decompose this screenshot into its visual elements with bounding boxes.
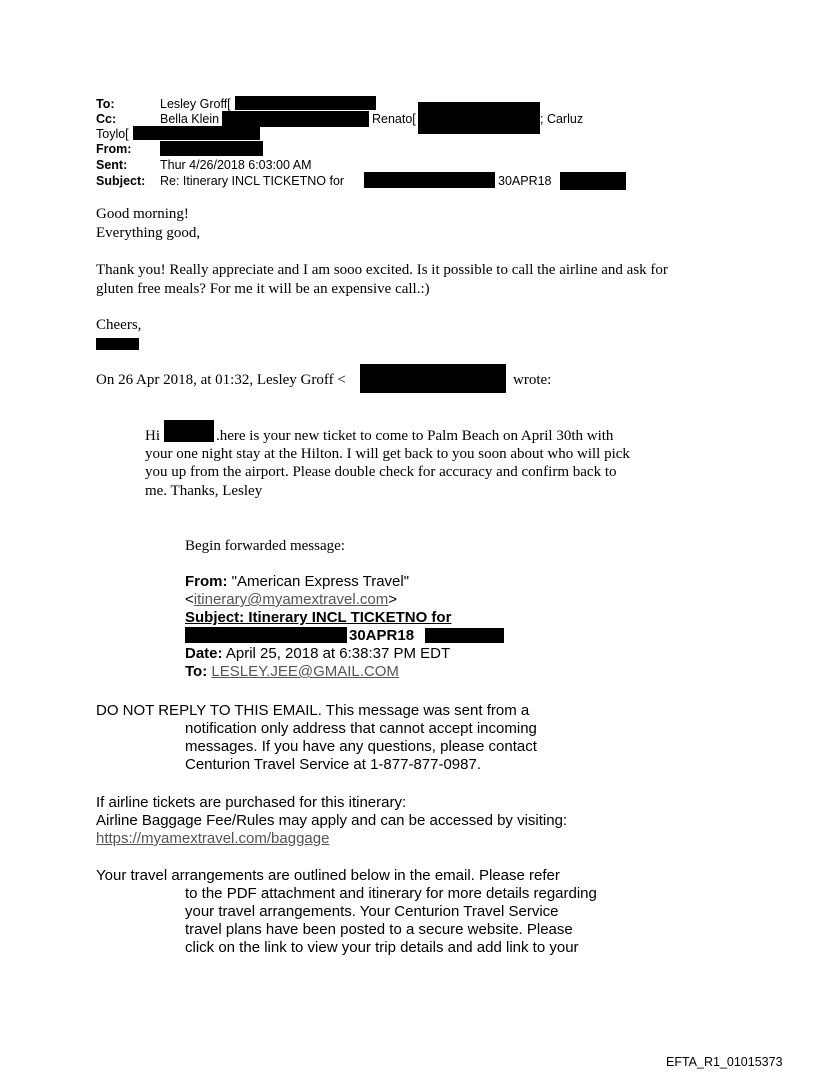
redaction xyxy=(164,420,214,442)
sent-label: Sent: xyxy=(96,158,128,172)
to-value: Lesley Groff[ xyxy=(160,97,231,111)
quoted-line: me. Thanks, Lesley xyxy=(145,483,263,499)
forward-date: Date: April 25, 2018 at 6:38:37 PM EDT xyxy=(185,645,451,662)
cc-value-4: Toylo[ xyxy=(96,127,129,141)
forward-subject-date: 30APR18 xyxy=(349,627,415,644)
subject-value-2: 30APR18 xyxy=(498,174,552,188)
redaction xyxy=(360,364,506,393)
quote-intro-suffix: wrote: xyxy=(513,372,552,388)
from-label: From: xyxy=(96,142,132,156)
quoted-line: you up from the airport. Please double check for accuracy and confirm back to xyxy=(145,464,617,480)
reply-line: Thank you! Really appreciate and I am sooo excited. Is it possible to call the airline and ask for xyxy=(96,262,668,278)
redaction xyxy=(560,172,626,190)
quoted-line: .here is your new ticket to come to Palm Beach on April 30th with xyxy=(216,428,614,444)
baggage-line: If airline tickets are purchased for this itinerary: xyxy=(96,794,407,811)
signature-redaction xyxy=(96,338,139,350)
redaction xyxy=(425,628,504,643)
cc-value-3: ; Carluz xyxy=(540,112,584,126)
document-id: EFTA_R1_01015373 xyxy=(666,1055,783,1069)
arrangements-line: Your travel arrangements are outlined below in the email. Please refer xyxy=(96,867,560,884)
forward-from: From: "American Express Travel" xyxy=(185,573,410,590)
to-label: To: xyxy=(96,97,115,111)
forward-from-email: <itinerary@myamextravel.com> xyxy=(185,591,397,608)
forward-intro: Begin forwarded message: xyxy=(185,538,345,554)
redaction xyxy=(222,111,369,127)
notice-line: Centurion Travel Service at 1-877-877-0987. xyxy=(185,756,482,773)
cc-value-1: Bella Klein xyxy=(160,112,220,126)
reply-line: Everything good, xyxy=(96,225,201,241)
forward-subject: Subject: Itinerary INCL TICKETNO for xyxy=(185,609,452,626)
sent-value: Thur 4/26/2018 6:03:00 AM xyxy=(160,158,312,172)
cc-label: Cc: xyxy=(96,112,117,126)
redaction xyxy=(185,627,347,643)
arrangements-line: your travel arrangements. Your Centurion Travel Service xyxy=(185,903,559,920)
cc-value-2: Renato[ xyxy=(372,112,416,126)
arrangements-line: travel plans have been posted to a secure website. Please xyxy=(185,921,573,938)
greeting: Good morning! xyxy=(96,206,189,222)
redaction xyxy=(364,172,495,188)
reply-line: gluten free meals? For me it will be an expensive call.:) xyxy=(96,281,430,297)
baggage-line: Airline Baggage Fee/Rules may apply and can be accessed by visiting: xyxy=(96,812,568,829)
forward-to: To: LESLEY.JEE@GMAIL.COM xyxy=(185,663,399,680)
redaction xyxy=(133,126,260,140)
quote-intro-prefix: On 26 Apr 2018, at 01:32, Lesley Groff < xyxy=(96,372,346,388)
redaction xyxy=(418,102,540,134)
arrangements-line: to the PDF attachment and itinerary for more details regarding xyxy=(185,885,597,902)
to-email-link[interactable]: LESLEY.JEE@GMAIL.COM xyxy=(211,663,399,680)
signoff: Cheers, xyxy=(96,317,142,333)
baggage-link[interactable]: https://myamextravel.com/baggage xyxy=(96,830,330,847)
from-email-link[interactable]: itinerary@myamextravel.com xyxy=(193,591,389,608)
redaction xyxy=(235,96,376,110)
notice-line: messages. If you have any questions, please contact xyxy=(185,738,537,755)
quoted-hi: Hi xyxy=(145,428,160,444)
subject-value-1: Re: Itinerary INCL TICKETNO for xyxy=(160,174,345,188)
notice-line: notification only address that cannot accept incoming xyxy=(185,720,537,737)
subject-label: Subject: xyxy=(96,174,146,188)
quoted-line: your one night stay at the Hilton. I will get back to you soon about who will pick xyxy=(145,446,630,462)
notice-line: DO NOT REPLY TO THIS EMAIL. This message was sent from a xyxy=(96,702,530,719)
arrangements-line: click on the link to view your trip details and add link to your xyxy=(185,939,579,956)
redaction xyxy=(160,141,263,156)
